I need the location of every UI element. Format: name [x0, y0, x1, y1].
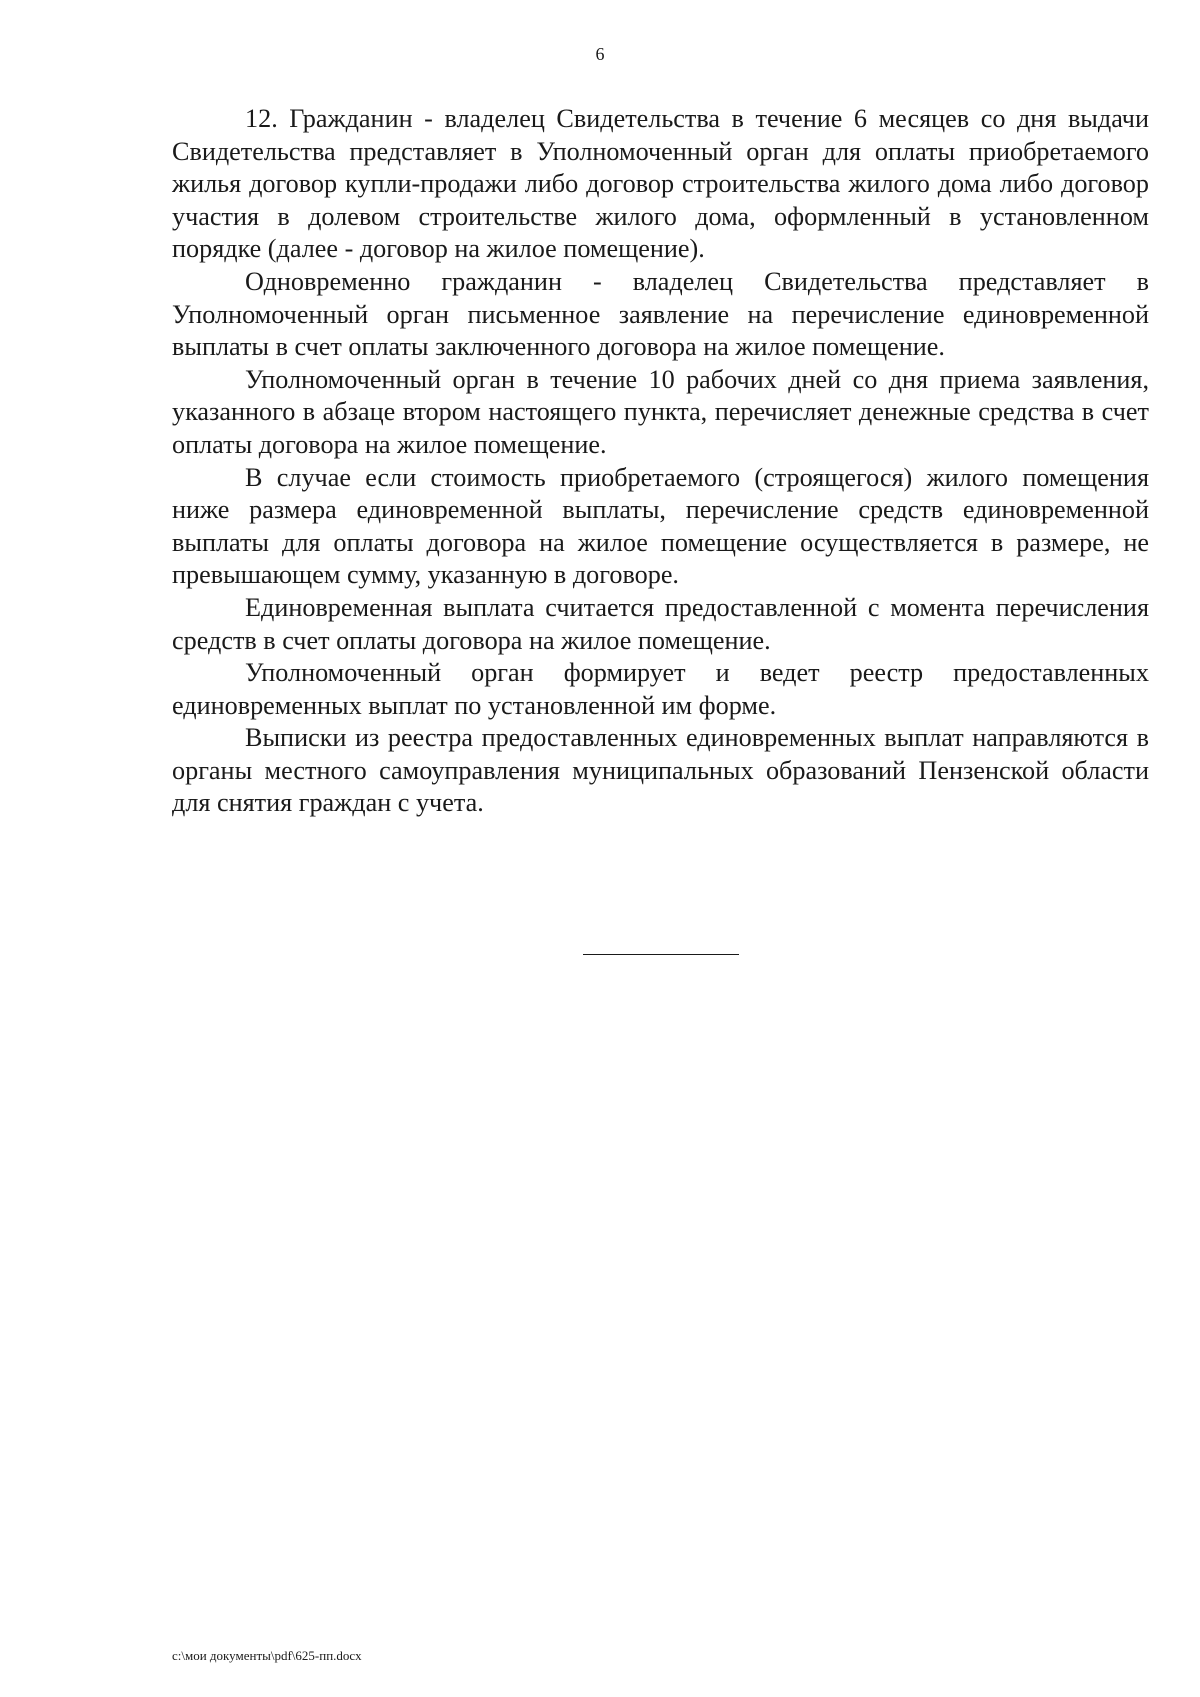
paragraph-register: Уполномоченный орган формирует и ведет реестр предоставленных единовременных выплат по установленной им форме.: [172, 658, 1149, 720]
page-number: 6: [595, 44, 605, 64]
end-of-text-divider: [583, 954, 739, 955]
footer-file-path: c:\мои документы\pdf\625-пп.docx: [172, 1648, 362, 1663]
paragraph-register-extracts: Выписки из реестра предоставленных единовременных выплат направляются в органы местного самоуправления муниципальных образований Пензенской области для снятия граждан с учета.: [172, 723, 1149, 818]
paragraph-transfer-deadline: Уполномоченный орган в течение 10 рабочих дней со дня приема заявления, указанного в абзаце втором настоящего пункта, перечисляет денежные средства в счет оплаты договора на жилое помещение.: [172, 364, 1149, 459]
paragraph-item-12: 12. Гражданин - владелец Свидетельства в течение 6 месяцев со дня выдачи Свидетельства представляет в Уполномоченный орган для оплаты приобретаемого жилья договор купли-продажи либо договор строительства жилого дома либо договор участия в долевом строительстве жилого дома, оформленный в установленном порядке (далее - договор на жилое помещение).: [172, 104, 1149, 264]
paragraph-simultaneous-application: Одновременно гражданин - владелец Свидетельства представляет в Уполномоченный орган письменное заявление на перечисление единовременной выплаты в счет оплаты заключенного договора на жилое помещение.: [172, 266, 1149, 362]
document-body: [172, 103, 1149, 820]
paragraph-payment-provided: Единовременная выплата считается предоставленной с момента перечисления средств в счет оплаты договора на жилое помещение.: [172, 592, 1149, 655]
paragraph-cost-below-payment: В случае если стоимость приобретаемого (строящегося) жилого помещения ниже размера единовременной выплаты, перечисление средств единовременной выплаты для оплаты договора на жилое помещение осуществляется в размере, не превышающем сумму, указанную в договоре.: [172, 462, 1149, 590]
